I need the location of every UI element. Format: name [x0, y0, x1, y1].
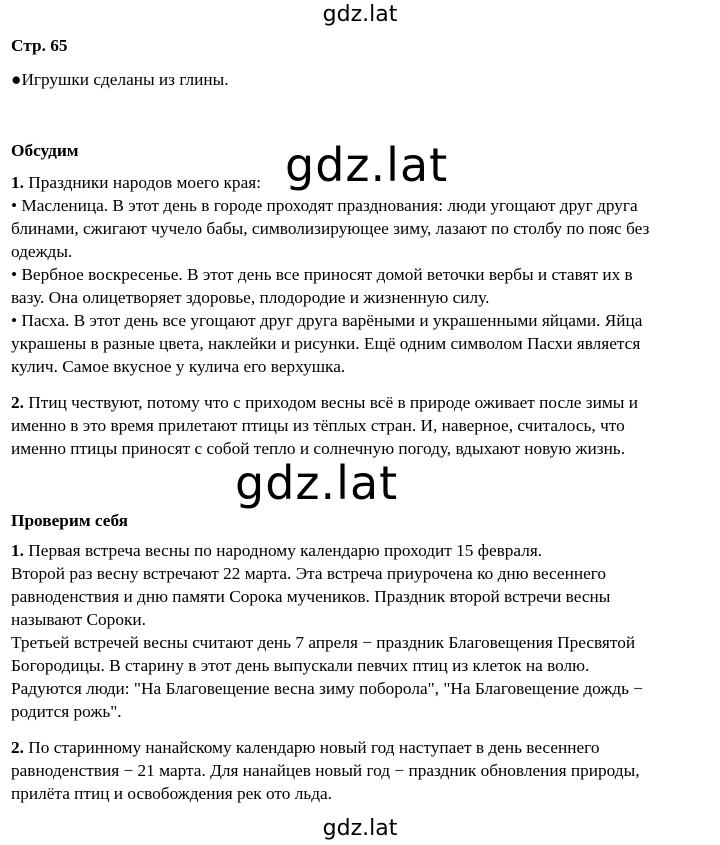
check-item-1-first: [11, 539, 716, 562]
paragraph-line: блинами, сжигают чучело бабы, символизирующее зиму, лазают по столбу по пояс без: [11, 219, 650, 238]
paragraph-line: кулич. Самое вкусное у кулича его верхушка.: [11, 357, 346, 376]
paragraph-line: украшены в разные цвета, наклейки и рисунки. Ещё одним символом Пасхи является: [11, 334, 641, 353]
paragraph-line: равноденствия и дню памяти Сорока мучеников. Праздник второй встречи весны: [11, 587, 611, 606]
check-item-1: [11, 539, 716, 723]
paragraph-line: Третьей встречей весны считают день 7 апреля − праздник Благовещения Пресвятой: [11, 633, 636, 652]
paragraph-line: одежды.: [11, 242, 73, 261]
paragraph-line: прилёта птиц и освобождения рек ото льда.: [11, 784, 332, 803]
page-label: Стр. 65: [11, 36, 68, 55]
discuss-item-2: [11, 391, 716, 460]
check-item-2: [11, 736, 716, 805]
item-lead-text: Праздники народов моего края:: [23, 173, 261, 192]
paragraph-line: вазу. Она олицетворяет здоровье, плодородие и жизненную силу.: [11, 288, 490, 307]
paragraph-line: называют Сороки.: [11, 610, 146, 629]
item-number: 2.: [11, 393, 24, 412]
item-number: 1.: [11, 541, 24, 560]
paragraph-line: именно в это время прилетают птицы из тёплых стран. И, наверное, считалось, что: [11, 416, 625, 435]
discuss-item-1: [11, 171, 716, 378]
paragraph-line: равноденствия − 21 марта. Для нанайцев новый год − праздник обновления природы,: [11, 761, 640, 780]
item-number: 1.: [11, 173, 24, 192]
paragraph-line: Второй раз весну встречают 22 марта. Эта встреча приурочена ко дню весеннего: [11, 564, 607, 583]
paragraph-line: • Пасха. В этот день все угощают друг друга варёными и украшенными яйцами. Яйца: [11, 311, 643, 330]
paragraph-line: родится рожь".: [11, 702, 122, 721]
section-title-discuss: Обсудим: [11, 141, 79, 160]
item-number: 2.: [11, 738, 24, 757]
paragraph-line: Богородицы. В старину в этот день выпускали певчих птиц из клеток на волю.: [11, 656, 590, 675]
item-first-text: Птиц чествуют, потому что с приходом весны всё в природе оживает после зимы и: [23, 393, 638, 412]
watermark-large-2: gdz.lat: [235, 456, 399, 510]
paragraph-line: • Вербное воскресенье. В этот день все приносят домой веточки вербы и ставят их в: [11, 265, 633, 284]
section-title-check: Проверим себя: [11, 511, 129, 530]
watermark-bottom: gdz.lat: [322, 816, 398, 841]
discuss-item-2-first: [11, 391, 716, 414]
paragraph-line: именно птицы приносят с собой тепло и солнечную погоду, вдыхают новую жизнь.: [11, 439, 626, 458]
watermark-large-1: gdz.lat: [285, 138, 449, 192]
watermark-top: gdz.lat: [322, 2, 398, 27]
bullet-line: ●Игрушки сделаны из глины.: [11, 70, 229, 89]
item-first-text: Первая встреча весны по народному календарю проходит 15 февраля.: [23, 541, 543, 560]
paragraph-line: Радуются люди: "На Благовещение весна зиму поборола", "На Благовещение дождь −: [11, 679, 644, 698]
paragraph-line: • Масленица. В этот день в городе проходят празднования: люди угощают друг друга: [11, 196, 638, 215]
item-first-text: По старинному нанайскому календарю новый год наступает в день весеннего: [23, 738, 600, 757]
check-item-2-first: [11, 736, 716, 759]
